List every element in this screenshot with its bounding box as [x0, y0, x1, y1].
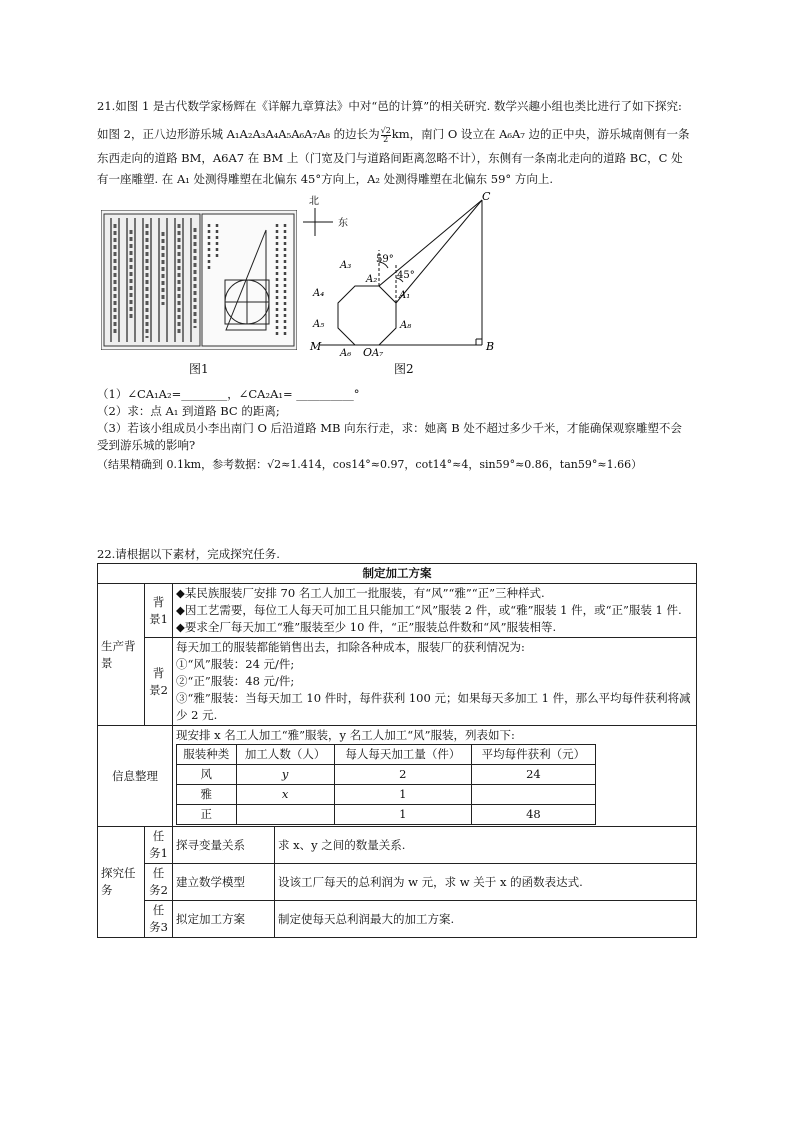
task-1-desc: 求 x、y 之间的数量关系. — [275, 827, 697, 864]
table-row — [177, 805, 596, 825]
fig2-point-A2: A₂ — [366, 274, 378, 285]
fig2-point-O: O — [363, 346, 373, 359]
info-cell: 2 — [334, 765, 471, 785]
q22-title: 22.请根据以下素材，完成探究任务. — [97, 547, 280, 561]
fig2-point-A7: A₇ — [372, 348, 384, 359]
table-title: 制定加工方案 — [98, 564, 697, 584]
info-header: 每人每天加工量（件） — [334, 745, 471, 765]
background-1-content — [173, 584, 697, 638]
background-2-line: ①“风”服装：24 元/件; — [176, 657, 295, 671]
info-organize-content — [173, 726, 697, 827]
fig2-point-A3: A₃ — [340, 260, 352, 271]
q21-line-2 — [97, 126, 690, 144]
q21-line-3: 东西走向的道路 BM，A6A7 在 BM 上（门宽及门与道路间距离忽略不计），东侧有一条南北走向的道路 BC，C 处 — [97, 151, 683, 165]
info-cell — [471, 785, 595, 805]
info-cell: x — [236, 785, 334, 805]
background-1-line: ◆因工艺需要，每位工人每天可加工且只能加工“风”服装 2 件，或“雅”服装 1 件，或“正”服装 1 件. — [176, 603, 682, 617]
info-cell: 正 — [177, 805, 237, 825]
task-1-name: 探寻变量关系 — [173, 827, 275, 864]
background-1-label: 背景1 — [145, 584, 173, 638]
info-intro: 现安排 x 名工人加工“雅”服装，y 名工人加工“风”服装，列表如下: — [176, 728, 515, 742]
info-cell — [236, 805, 334, 825]
q21-line-4: 有一座雕塑. 在 A₁ 处测得雕塑在北偏东 45°方向上，A₂ 处测得雕塑在北偏东 59° 方向上. — [97, 172, 553, 186]
info-organize-label: 信息整理 — [98, 726, 173, 827]
side-length-fraction — [381, 127, 391, 144]
table-row — [177, 765, 596, 785]
info-header: 平均每件获利（元） — [471, 745, 595, 765]
fig2-point-A8: A₈ — [400, 320, 412, 331]
explore-task-label: 探究任务 — [98, 827, 145, 938]
figure-2-octagon-diagram — [300, 190, 515, 365]
task-3-name: 拟定加工方案 — [173, 901, 275, 938]
q21-sub-3a: （3）若该小组成员小李出南门 O 后沿道路 MB 向东行走，求：她离 B 处不超过多少千米，才能确保观察雕塑不会 — [97, 421, 682, 435]
figure-1-caption: 图1 — [189, 362, 209, 376]
fig2-point-A5: A₅ — [313, 319, 325, 330]
fraction-numerator: √2 — [380, 125, 391, 135]
task-1-label: 任务1 — [145, 827, 173, 864]
info-header: 服装种类 — [177, 745, 237, 765]
fig2-north-label: 北 — [309, 196, 319, 207]
fig2-angle-59: 59° — [376, 254, 394, 265]
info-cell: 1 — [334, 785, 471, 805]
info-cell: 风 — [177, 765, 237, 785]
info-cell: 1 — [334, 805, 471, 825]
info-cell: 雅 — [177, 785, 237, 805]
background-1-line: ◆要求全厂每天加工“雅”服装至少 10 件，“正”服装总件数和“风”服装相等. — [176, 620, 557, 634]
task-2-desc: 设该工厂每天的总利润为 w 元，求 w 关于 x 的函数表达式. — [275, 864, 697, 901]
fig2-point-B: B — [486, 340, 495, 353]
fig2-point-A6: A₆ — [340, 348, 352, 359]
fig2-east-label: 东 — [338, 218, 348, 229]
info-table — [176, 744, 596, 825]
background-2-content — [173, 638, 697, 726]
q21-sub-2: （2）求：点 A₁ 到道路 BC 的距离; — [97, 404, 280, 418]
q21-line-2-b: km，南门 O 设立在 A₆A₇ 边的正中央，游乐城南侧有一条 — [391, 127, 690, 141]
fig2-point-C: C — [482, 190, 491, 203]
q21-reference-note: （结果精确到 0.1km，参考数据：√2≈1.414，cos14°≈0.97，cot14°≈4，sin59°≈0.86，tan59°≈1.66） — [97, 458, 643, 471]
q21-sub-1: （1）∠CA₁A₂=________，∠CA₂A₁= __________° — [97, 387, 360, 401]
background-2-line: 每天加工的服装都能销售出去，扣除各种成本，服装厂的获利情况为: — [176, 640, 525, 654]
figure-1-book-image — [101, 210, 297, 350]
q21-line-2-a: 如图 2，正八边形游乐城 A₁A₂A₃A₄A₅A₆A₇A₈ 的边长为 — [97, 127, 380, 141]
q21-sub-3b: 受到游乐城的影响? — [97, 438, 196, 452]
task-3-desc: 制定使每天总利润最大的加工方案. — [275, 901, 697, 938]
production-background-label: 生产背景 — [98, 584, 145, 726]
fig2-point-A1: A₁ — [399, 290, 411, 301]
info-cell: 48 — [471, 805, 595, 825]
background-2-line: ②“正”服装：48 元/件; — [176, 674, 295, 688]
info-cell: 24 — [471, 765, 595, 785]
background-2-label: 背景2 — [145, 638, 173, 726]
task-3-label: 任务3 — [145, 901, 173, 938]
background-1-line: ◆某民族服装厂安排 70 名工人加工一批服装，有“风”“雅”“正”三种样式. — [176, 586, 545, 600]
task-2-name: 建立数学模型 — [173, 864, 275, 901]
q21-line-1: 21.如图 1 是古代数学家杨辉在《详解九章算法》中对“邑的计算”的相关研究. 数学兴趣小组也类比进行了如下探究: — [97, 99, 682, 113]
info-cell: y — [236, 765, 334, 785]
background-2-line: ③“雅”服装：当每天加工 10 件时，每件获利 100 元；如果每天多加工 1 件，那么平均每件获利将减 — [176, 691, 691, 705]
task-2-label: 任务2 — [145, 864, 173, 901]
table-row — [177, 785, 596, 805]
fig2-angle-45: 45° — [397, 270, 415, 281]
fig2-point-M: M — [310, 340, 322, 353]
processing-plan-table — [97, 563, 697, 938]
info-header: 加工人数（人） — [236, 745, 334, 765]
fraction-denominator: 2 — [383, 134, 389, 144]
fig2-point-A4: A₄ — [313, 288, 325, 299]
background-2-line: 少 2 元. — [176, 708, 218, 722]
figure-2-caption: 图2 — [394, 362, 414, 376]
